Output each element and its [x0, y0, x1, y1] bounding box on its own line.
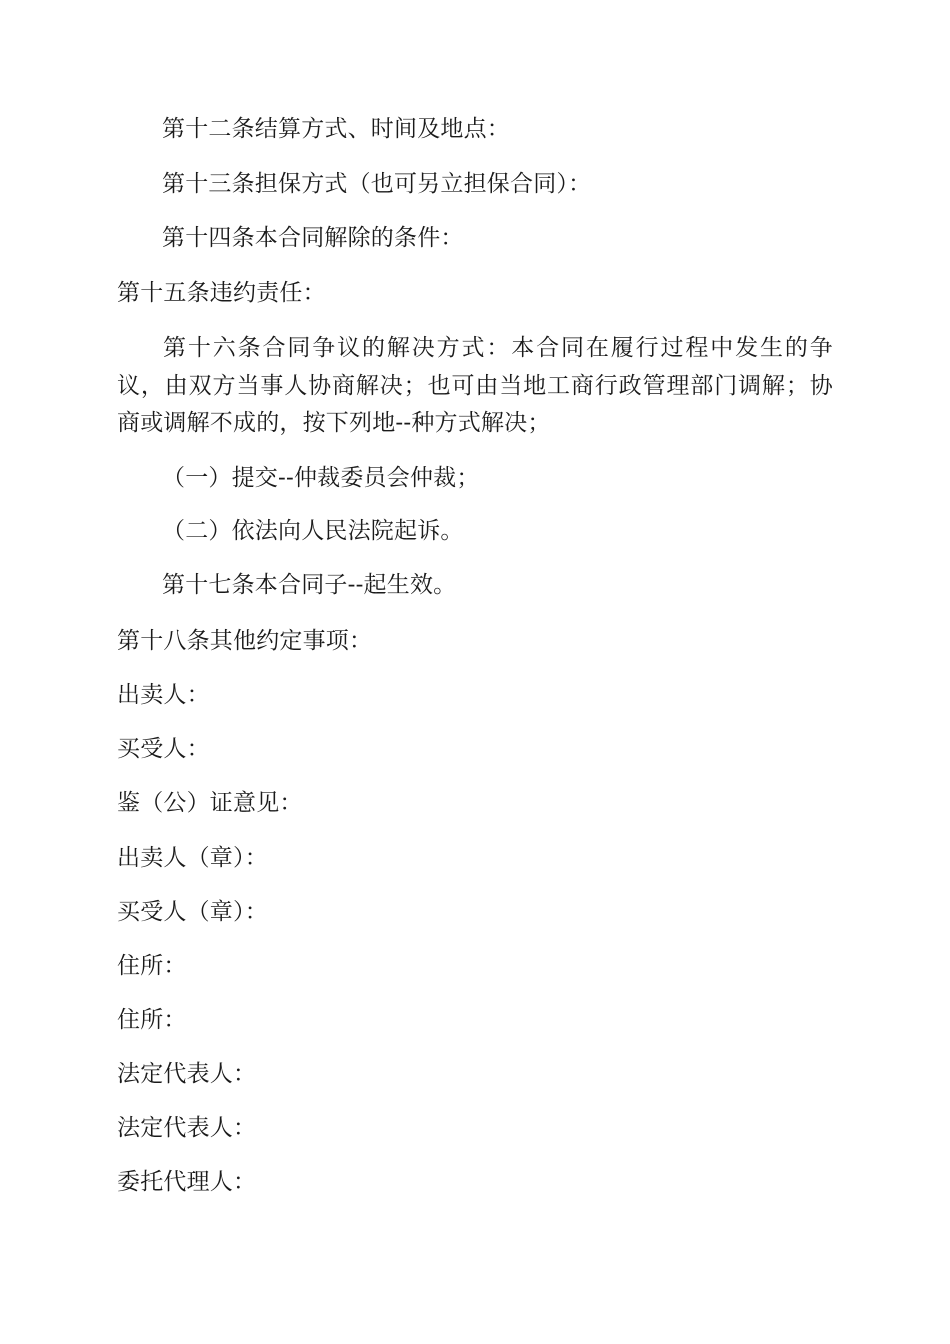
address-label-1: 住所： — [117, 953, 187, 979]
clause-14: 第十四条本合同解除的条件： — [162, 225, 464, 251]
notary-opinion-label: 鉴（公）证意见： — [117, 790, 303, 816]
agent-label: 委托代理人： — [117, 1169, 257, 1195]
clause-15: 第十五条违约责任： — [117, 280, 326, 306]
clause-17: 第十七条本合同子--起生效。 — [162, 572, 457, 598]
legal-rep-label-1: 法定代表人： — [117, 1061, 257, 1087]
address-label-2: 住所： — [117, 1007, 187, 1033]
clause-18: 第十八条其他约定事项： — [117, 628, 373, 654]
seller-label: 出卖人： — [117, 682, 210, 708]
option-1: （一）提交--仲裁委员会仲裁； — [162, 465, 480, 491]
seller-seal-label: 出卖人（章）： — [117, 845, 268, 871]
clause-16: 第十六条合同争议的解决方式：本合同在履行过程中发生的争议，由双方当事人协商解决；也可由当地工商行政管理部门调解；协商或调解不成的，按下列地--种方式解决； — [117, 335, 833, 436]
clause-12: 第十二条结算方式、时间及地点： — [162, 116, 510, 142]
buyer-label: 买受人： — [117, 736, 210, 762]
legal-rep-label-2: 法定代表人： — [117, 1115, 257, 1141]
clause-13: 第十三条担保方式（也可另立担保合同）： — [162, 171, 592, 197]
buyer-seal-label: 买受人（章）： — [117, 899, 268, 925]
option-2: （二）依法向人民法院起诉。 — [162, 518, 464, 544]
